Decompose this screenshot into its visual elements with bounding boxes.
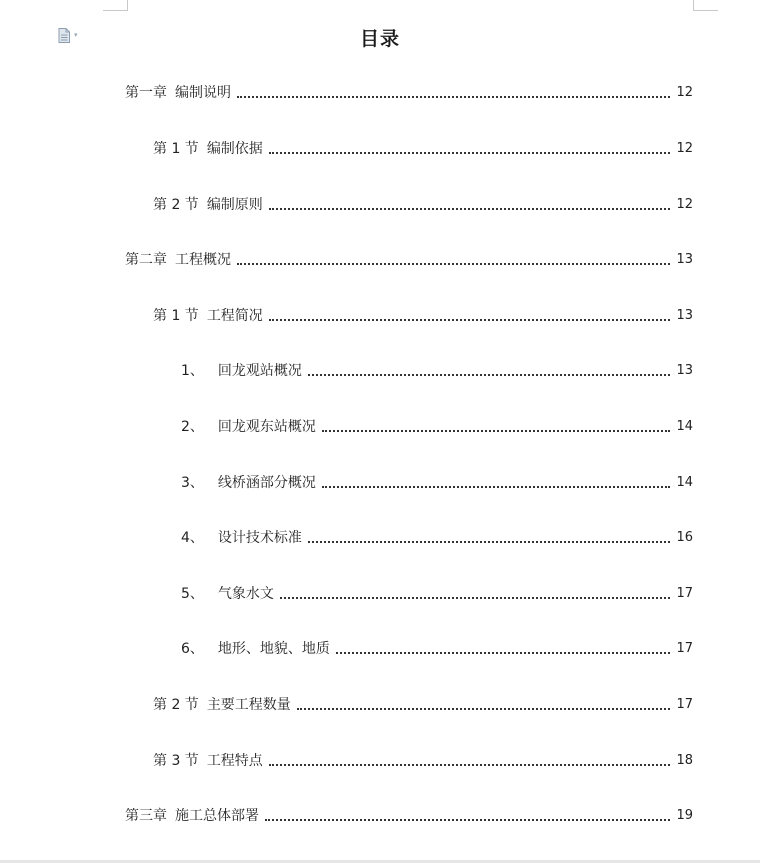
toc-entry-page: 13 xyxy=(676,308,693,323)
toc-entry-number: 第二章 xyxy=(125,252,167,268)
toc-entry-page: 18 xyxy=(676,753,693,768)
toc-entry-text: 工程概况 xyxy=(175,252,231,268)
toc-entry-number: 2、 xyxy=(181,419,204,435)
toc-dot-leader xyxy=(269,764,671,766)
toc-entry[interactable] xyxy=(153,751,693,771)
toc-entry-page: 19 xyxy=(676,808,693,823)
toc-entry[interactable] xyxy=(153,306,693,326)
toc-entry-page: 14 xyxy=(676,419,693,434)
toc-entry[interactable] xyxy=(125,806,693,826)
toc-entry[interactable] xyxy=(125,250,693,270)
toc-entry-text: 回龙观站概况 xyxy=(217,363,302,379)
toc-dot-leader xyxy=(265,819,670,821)
toc-entry-text: 编制说明 xyxy=(175,85,231,101)
page-corner-mark-right xyxy=(693,0,718,11)
toc-dot-leader xyxy=(336,652,671,654)
page-corner-mark-left xyxy=(103,0,128,11)
toc-entry[interactable] xyxy=(153,139,693,159)
toc-entry[interactable] xyxy=(181,528,693,548)
toc-entry-text: 线桥涵部分概况 xyxy=(217,475,316,491)
toc-entry-text: 设计技术标准 xyxy=(217,530,302,546)
toc-entry-page: 12 xyxy=(676,141,693,156)
toc-entry-number: 第 2 节 xyxy=(153,197,199,213)
toc-entry-number: 第三章 xyxy=(125,808,167,824)
toc-entry-page: 17 xyxy=(676,697,693,712)
toc-entry-number: 第一章 xyxy=(125,85,167,101)
toc-entry-text: 施工总体部署 xyxy=(175,808,259,824)
toc-entry[interactable] xyxy=(125,83,693,103)
toc-dot-leader xyxy=(237,263,670,265)
toc-entry-page: 12 xyxy=(676,85,693,100)
page-title: 目录 xyxy=(359,28,400,50)
toc-entry-text: 编制原则 xyxy=(206,197,263,213)
toc-dot-leader xyxy=(297,708,671,710)
toc-entry-number: 3、 xyxy=(181,475,204,491)
toc-entry-page: 13 xyxy=(676,363,693,378)
toc-entry-text: 地形、地貌、地质 xyxy=(217,641,330,657)
toc-entry[interactable] xyxy=(181,473,693,493)
toc-entry-text: 气象水文 xyxy=(217,586,274,602)
toc-entry-page: 14 xyxy=(676,475,693,490)
toc-entry-number: 第 2 节 xyxy=(153,697,199,713)
toc-entry-number: 6、 xyxy=(181,641,204,657)
toc-entry[interactable] xyxy=(181,417,693,437)
toc-dot-leader xyxy=(322,430,671,432)
toc-entry-text: 工程简况 xyxy=(206,308,263,324)
toc-entry-text: 主要工程数量 xyxy=(206,697,291,713)
toc-dot-leader xyxy=(237,96,670,98)
toc-entry-number: 4、 xyxy=(181,530,204,546)
toc-dot-leader xyxy=(308,374,671,376)
toc-dot-leader xyxy=(269,152,671,154)
toc-entry-page: 13 xyxy=(676,252,693,267)
toc-dot-leader xyxy=(269,208,671,210)
toc-entry-page: 16 xyxy=(676,530,693,545)
chevron-down-icon: ▾ xyxy=(74,31,78,39)
toc-entry-number: 第 3 节 xyxy=(153,753,199,769)
toc-entry-text: 工程特点 xyxy=(206,753,263,769)
toc-entry-page: 17 xyxy=(676,641,693,656)
toc-dot-leader xyxy=(280,597,671,599)
toc-entry[interactable] xyxy=(153,195,693,215)
toc-entry-number: 1、 xyxy=(181,363,204,379)
toc-entry-number: 第 1 节 xyxy=(153,308,199,324)
toc-entry-text: 回龙观东站概况 xyxy=(217,419,316,435)
toc-dot-leader xyxy=(269,319,671,321)
toc-dot-leader xyxy=(322,486,671,488)
toc-entry-page: 17 xyxy=(676,586,693,601)
toc-entry-text: 编制依据 xyxy=(206,141,263,157)
toc-entry[interactable] xyxy=(181,584,693,604)
toc-entry-page: 12 xyxy=(676,197,693,212)
toc-dot-leader xyxy=(308,541,671,543)
toc-entry[interactable] xyxy=(181,639,693,659)
toc-entry-number: 5、 xyxy=(181,586,204,602)
toc-entry[interactable] xyxy=(181,361,693,381)
toc-entry-number: 第 1 节 xyxy=(153,141,199,157)
toc-entry[interactable] xyxy=(153,695,693,715)
